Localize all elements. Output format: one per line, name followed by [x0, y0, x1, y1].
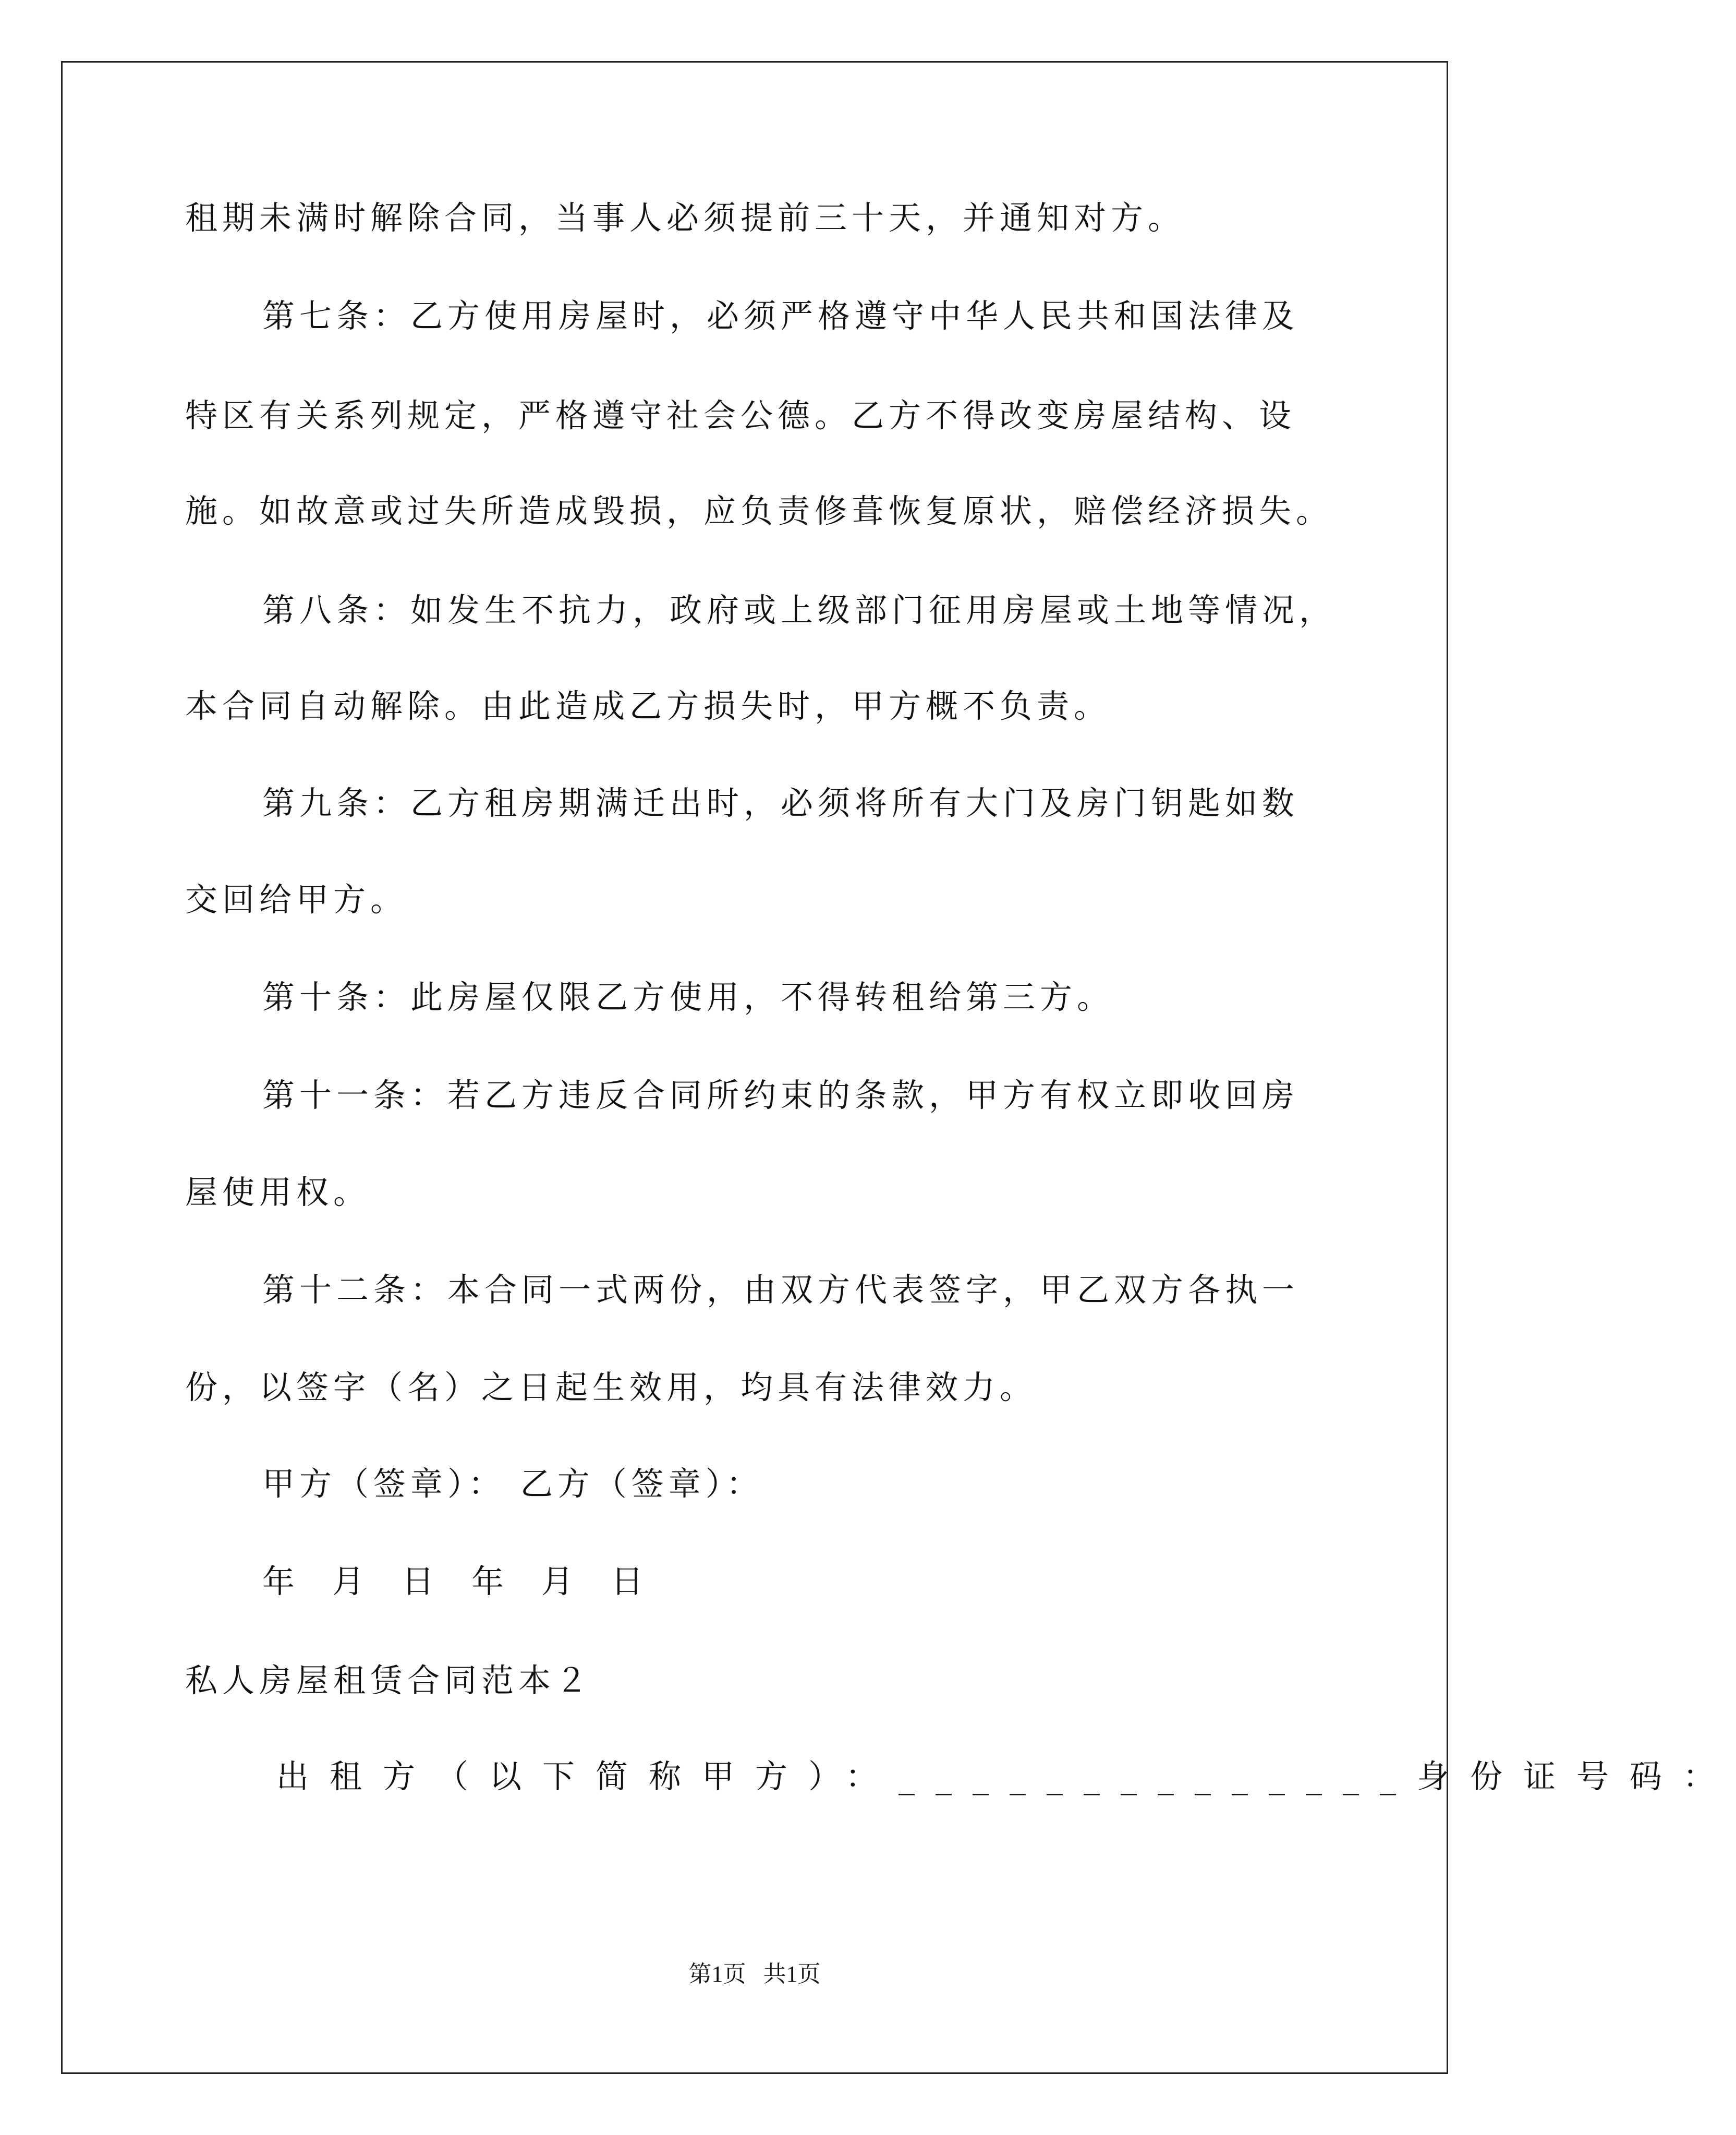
text-line-9: 第十条：此房屋仅限乙方使用，不得转租给第三方。 — [262, 978, 1114, 1016]
text-line-2: 第七条：乙方使用房屋时，必须严格遵守中华人民共和国法律及 — [262, 297, 1300, 335]
text-line-7: 第九条：乙方租房期满迁出时，必须将所有大门及房门钥匙如数 — [262, 784, 1300, 822]
text-line-4: 施。如故意或过失所造成毁损，应负责修葺恢复原状，赔偿经济损失。 — [185, 492, 1333, 530]
text-line-10: 第十一条：若乙方违反合同所约束的条款，甲方有权立即收回房 — [262, 1076, 1300, 1114]
text-line-6: 本合同自动解除。由此造成乙方损失时，甲方概不负责。 — [185, 687, 1111, 725]
text-line-13: 份，以签字（名）之日起生效用，均具有法律效力。 — [185, 1368, 1037, 1406]
section-heading: 私人房屋租赁合同范本２ — [185, 1661, 593, 1699]
date-line: 年 月 日 年 月 日 — [262, 1562, 657, 1600]
text-line-8: 交回给甲方。 — [185, 880, 408, 919]
text-line-1: 租期未满时解除合同，当事人必须提前三十天，并通知对方。 — [185, 199, 1185, 237]
text-line-3: 特区有关系列规定，严格遵守社会公德。乙方不得改变房屋结构、设 — [185, 396, 1296, 435]
signature-line: 甲方（签章）： 乙方（签章）： — [262, 1465, 763, 1503]
text-line-12: 第十二条：本合同一式两份，由双方代表签字，甲乙双方各执一 — [262, 1271, 1300, 1309]
page-footer: 第1页 共1页 — [688, 1961, 821, 1987]
text-line-5: 第八条：如发生不抗力，政府或上级部门征用房屋或土地等情况， — [262, 591, 1337, 629]
text-line-11: 屋使用权。 — [185, 1173, 371, 1211]
lessor-line: 出租方（以下简称甲方）：______________身份证号码： — [276, 1757, 1736, 1795]
